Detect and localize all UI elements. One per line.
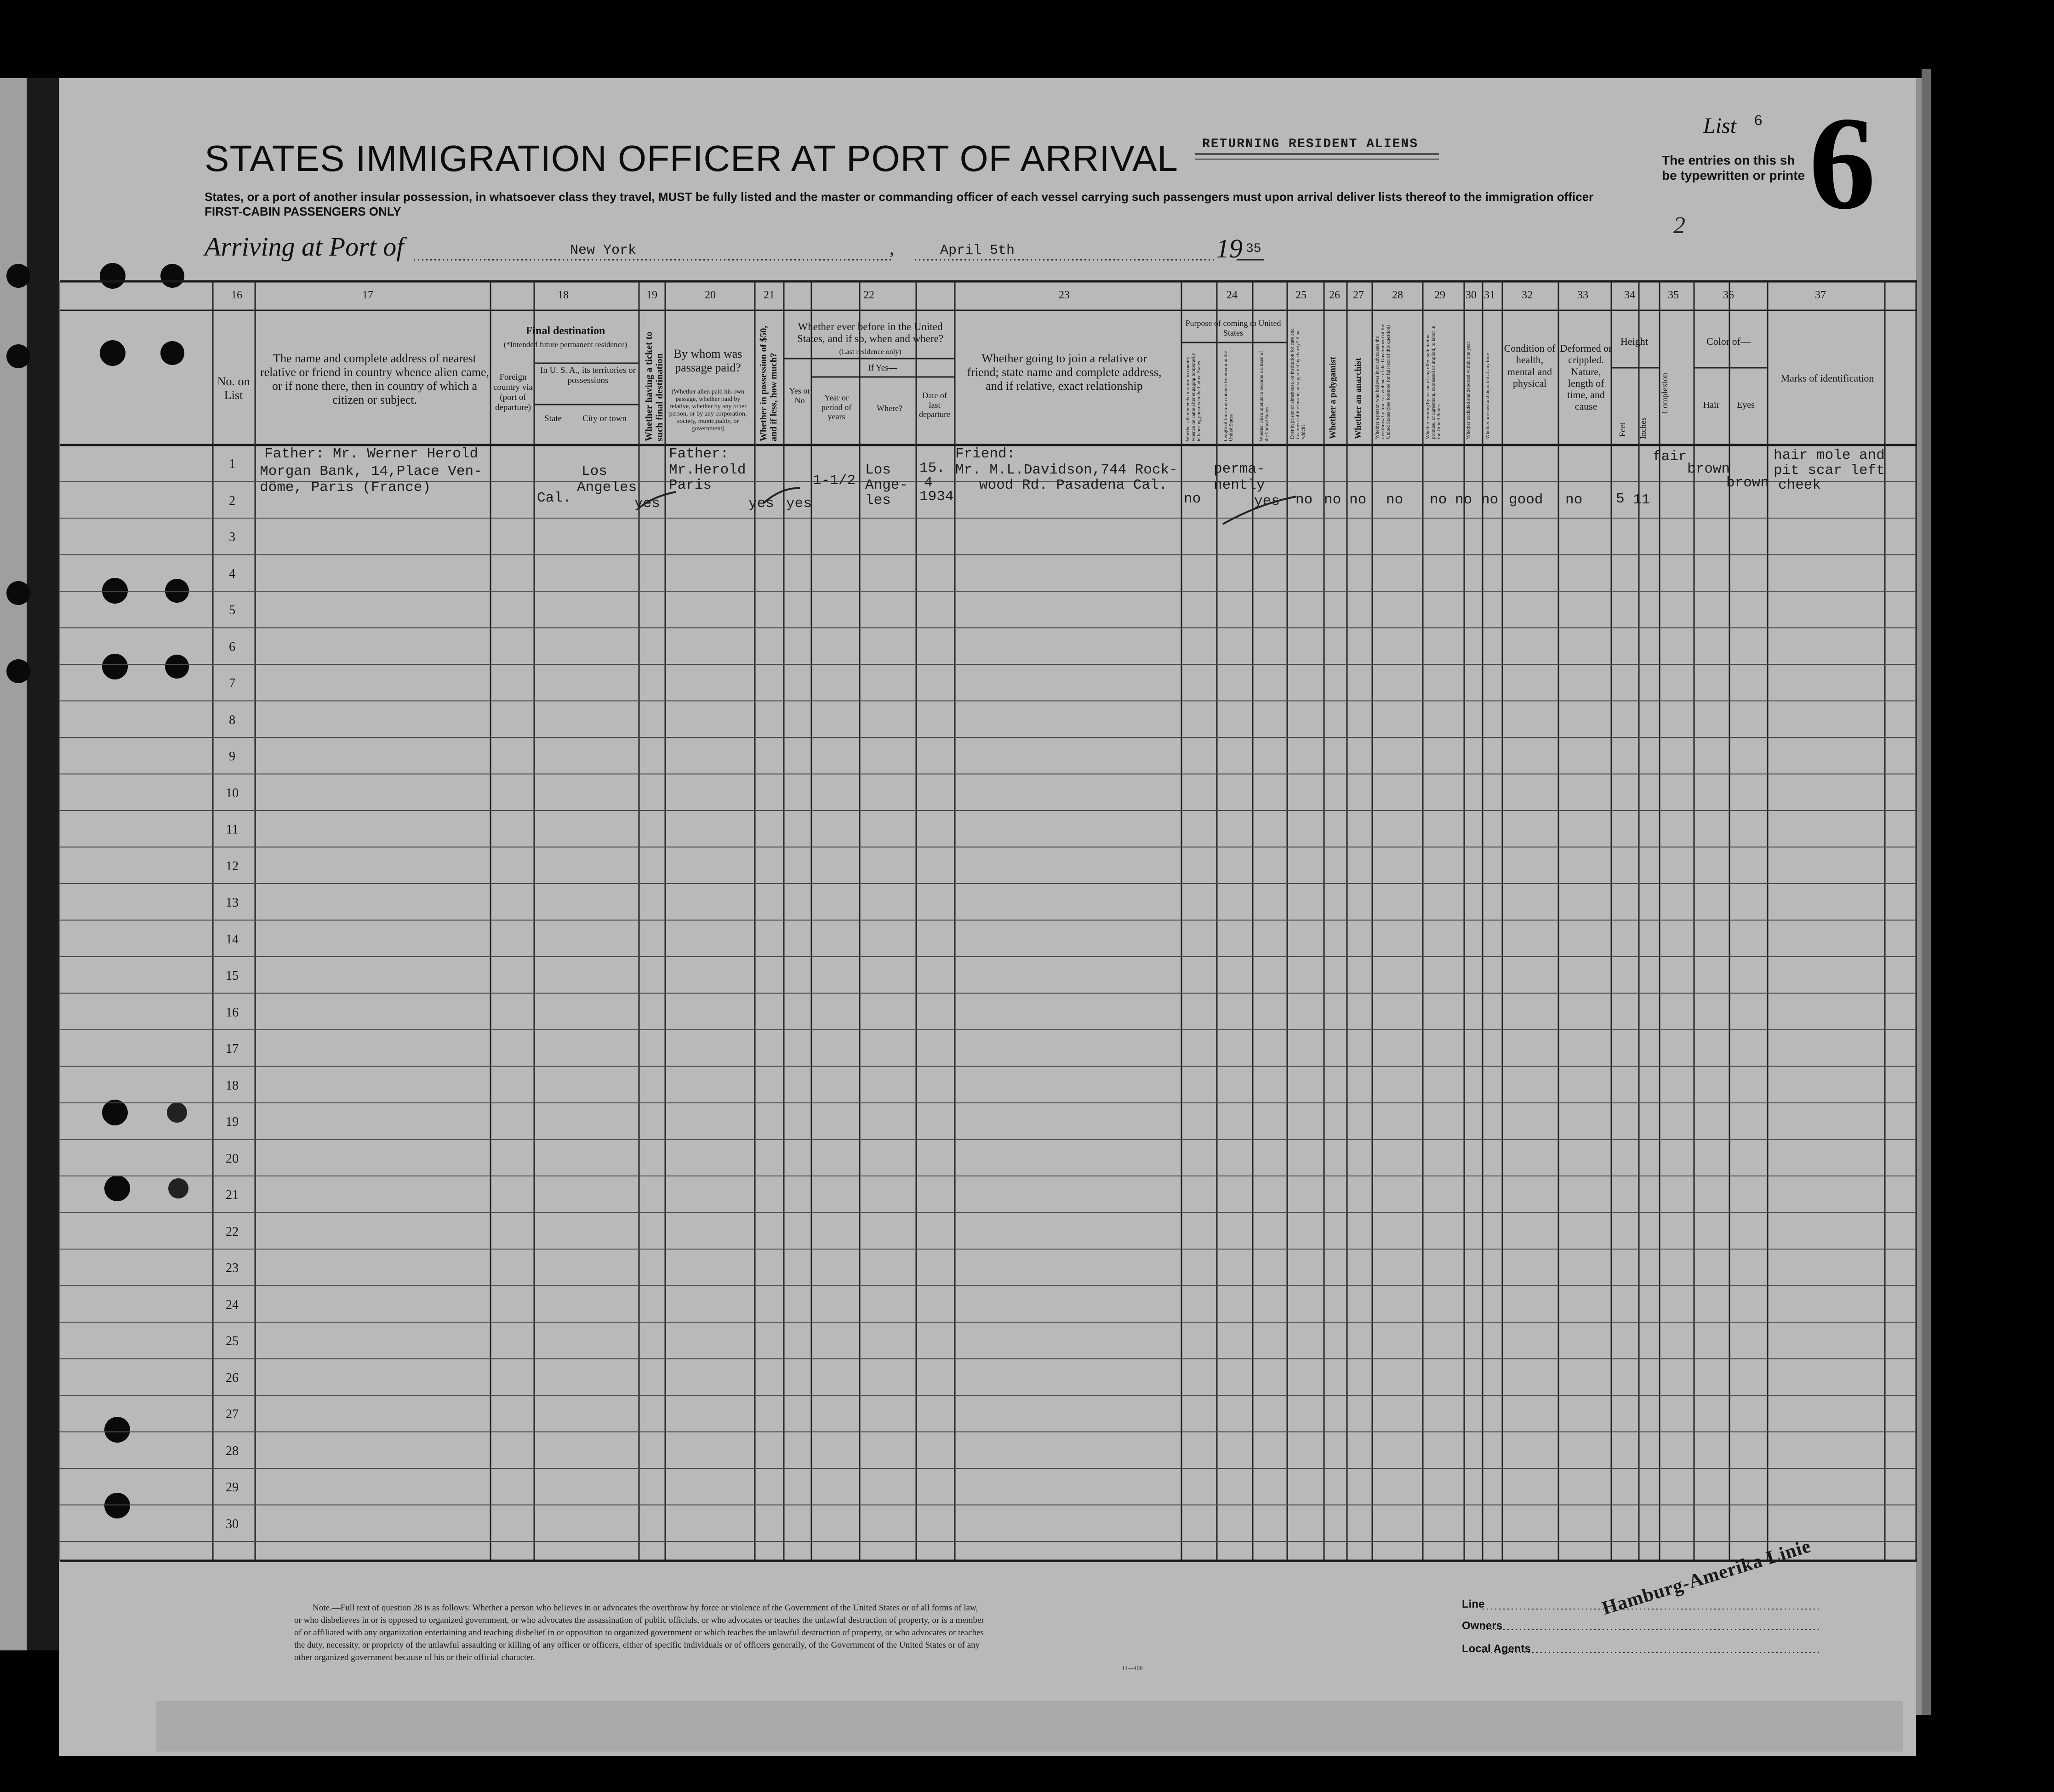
year-prefix: 19	[1216, 234, 1243, 263]
departure-line-3: 1934	[919, 489, 954, 505]
column-number: 23	[1059, 289, 1070, 301]
city-line-2: Angeles	[577, 479, 637, 496]
row-number: 8	[229, 713, 235, 727]
marks-line-3: cheek	[1778, 477, 1821, 493]
instruction-line-2: be typewritten or printe	[1662, 168, 1805, 183]
header-excluded: Whether excluded and deported within one year	[1466, 342, 1471, 439]
column-number: 16	[231, 289, 242, 301]
column-number: 20	[705, 289, 716, 301]
column-number: 22	[863, 289, 874, 301]
row-number: 18	[226, 1078, 239, 1093]
header-inches: Inches	[1638, 417, 1648, 439]
scribble: 2	[1673, 212, 1685, 239]
column-number: 18	[558, 289, 569, 301]
footnote-line-1: Note.—Full text of question 28 is as follows: Whether a person who believes in or advocates the overthrow by force or violence of the Government of the United States or of all forms of law,	[313, 1603, 978, 1613]
header-passage-paid-sub: (Whether alien paid his own passage, whether paid by relative, whether by any other person, or by any corporation, society, municipality, or government)	[669, 388, 747, 433]
header-color-of: Color of—	[1706, 336, 1751, 347]
header-height: Height	[1620, 336, 1648, 347]
column-number: 37	[1815, 289, 1826, 301]
joining-line-1: Friend:	[955, 446, 1016, 462]
column-number: 25	[1295, 289, 1307, 301]
header-polygamist: Whether a polygamist	[1328, 356, 1338, 439]
ticket-value: yes	[634, 496, 660, 512]
relative-line-3: dôme, Paris (France)	[260, 479, 431, 496]
header-ever-before: Whether ever before in the United States, and if so, when and where?	[797, 321, 944, 345]
footnote-line-5: other organized government because of his or their official character.	[294, 1653, 535, 1662]
city-line-1: Los	[582, 463, 607, 479]
anarchist-value: no	[1349, 492, 1367, 508]
header-city: City or town	[582, 414, 627, 423]
row-number: 3	[229, 530, 235, 544]
column-number: 21	[764, 289, 775, 301]
column-number: 17	[362, 289, 373, 301]
column-number: 32	[1522, 289, 1533, 301]
column-number: 36	[1723, 289, 1734, 301]
header-yes-no: Yes or No	[789, 386, 810, 405]
labor-offer-value: no	[1430, 492, 1447, 508]
paid-by-line-2: Mr.Herold	[669, 462, 746, 478]
column-number: 19	[646, 289, 657, 301]
header-where: Where?	[877, 404, 902, 413]
length-line-1: perma-	[1214, 461, 1265, 477]
row-number: 26	[226, 1370, 239, 1385]
row-number: 9	[229, 749, 235, 764]
row-number: 7	[229, 676, 235, 691]
instruction-line-1: The entries on this sh	[1662, 153, 1795, 167]
row-number: 12	[226, 859, 239, 873]
departure-line-2: 4	[924, 475, 933, 491]
header-final-destination: Final destination	[525, 325, 605, 337]
header-anarchist: Whether an anarchist	[1353, 358, 1363, 439]
row-number: 30	[226, 1517, 239, 1531]
header-marks: Marks of identification	[1780, 372, 1874, 384]
header-complexion: Complexion	[1660, 373, 1669, 414]
header-passage-paid: By whom was passage paid?	[673, 347, 742, 374]
length-line-2: nently	[1214, 477, 1265, 493]
header-final-destination-sub: (*Intended future permanent residence)	[503, 340, 628, 349]
column-number: 33	[1577, 289, 1588, 301]
header-if-yes: If Yes—	[868, 363, 897, 373]
row-number: 29	[226, 1480, 239, 1495]
arrested-value: no	[1481, 492, 1499, 508]
header-eyes: Eyes	[1737, 400, 1755, 410]
header-relative: The name and complete address of nearest relative or friend in country whence alien came, or if none there, then in country of which a citizen or subject.	[260, 352, 490, 406]
line-label: Line	[1462, 1598, 1485, 1610]
port-value: New York	[570, 243, 637, 258]
column-number: 30	[1466, 289, 1477, 301]
deformed-value: no	[1565, 492, 1583, 508]
list-label: List	[1703, 114, 1737, 138]
header-citizen: Whether alien intends to become a citizen of the United States	[1259, 351, 1270, 441]
column-number: 24	[1227, 289, 1238, 301]
year-suffix: 35	[1246, 242, 1261, 256]
excluded-value: no	[1455, 492, 1472, 508]
joining-line-2: Mr. M.L.Davidson,744 Rock-	[955, 462, 1178, 478]
row-number: 1	[229, 457, 235, 471]
comma-1: ,	[890, 238, 894, 258]
row-number: 20	[226, 1151, 239, 1166]
row-number: 6	[229, 639, 235, 654]
where-line-2: Ange-	[865, 477, 908, 493]
row-number: 25	[226, 1334, 239, 1348]
date-value: April 5th	[940, 243, 1015, 258]
header-ever-before-sub: (Last residence only)	[839, 348, 901, 356]
left-page-strip	[0, 78, 27, 1650]
row-number: 10	[226, 786, 239, 800]
header-purpose: Purpose of coming to United States	[1185, 319, 1281, 337]
column-number: 29	[1434, 289, 1445, 301]
form-code: 14—400	[1122, 1665, 1143, 1672]
has-50-value: yes	[748, 496, 774, 512]
row-number: 27	[226, 1407, 239, 1421]
marks-line-1: hair mole and	[1774, 447, 1885, 463]
list-number: 6	[1754, 113, 1763, 130]
paid-by-line-3: Paris	[669, 477, 712, 493]
header-hair: Hair	[1703, 400, 1720, 410]
column-number: 35	[1668, 289, 1679, 301]
row-number: 17	[226, 1042, 239, 1056]
header-prison: Ever in prison or almshouse, or institution for care and treatment of the insane, or supported by charity? If so, which?	[1289, 328, 1307, 439]
eyes-value: brown	[1726, 475, 1769, 491]
local-agents-label: Local Agents	[1462, 1643, 1531, 1655]
form-title: STATES IMMIGRATION OFFICER AT PORT OF ARRIVAL	[205, 138, 1178, 179]
lower-sheet-edge	[156, 1701, 1903, 1752]
footnote-line-4: the duty, necessity, or propriety of the unlawful assaulting or killing of any officer or officers, either of specific individuals or of officers generally, of the Government of the United States or of any	[294, 1640, 980, 1650]
departure-line-1: 15.	[919, 460, 945, 476]
height-feet-value: 5	[1616, 491, 1625, 507]
row-number: 28	[226, 1444, 239, 1458]
hamburg-amerika-stamp: Hamburg-Amerika Linie	[1599, 1535, 1814, 1620]
footnote-line-2: or who disbelieves in or is opposed to organized government, or who advocates the assassination of public officials, or who advocates or teaches the unlawful destruction of property, or is a member	[294, 1615, 984, 1625]
header-has-50: Whether in possession of $50, and if less, how much?	[759, 325, 779, 441]
right-edge	[1916, 78, 1922, 1715]
row-number: 5	[229, 603, 235, 617]
relative-line-1: Father: Mr. Werner Herold	[264, 446, 479, 462]
header-return-intent: Whether alien intends to return to country whence he came after engaging temporarily in laboring pursuits in the United States	[1185, 353, 1202, 441]
header-length-of-stay: Length of time alien intends to remain in the United States	[1223, 351, 1234, 441]
row-number: 21	[226, 1188, 239, 1202]
return-intent-value: no	[1184, 491, 1201, 507]
joining-line-3: wood Rd. Pasadena Cal.	[979, 477, 1168, 493]
marks-line-2: pit scar left	[1774, 462, 1885, 479]
complexion-value: fair	[1653, 449, 1687, 465]
row-number: 4	[229, 566, 235, 581]
state-value: Cal.	[537, 490, 571, 506]
row-number: 13	[226, 896, 239, 910]
row-number: 22	[226, 1224, 239, 1239]
where-line-1: Los	[865, 462, 891, 478]
footnote-line-3: of or affiliated with any organization entertaining and teaching disbelief in or opposition to organized government or which teaches the unlawful destruction of property, or who advocates or teaches	[294, 1628, 984, 1638]
large-list-number: 6	[1809, 89, 1876, 237]
header-departure: Date of last departure	[919, 391, 950, 419]
column-number: 26	[1329, 289, 1340, 301]
citizen-value: yes	[1254, 493, 1280, 509]
header-labor-offer: Whether coming by reason of any offer, solicitation, promise, or agreement, expressed or implied, to labor in the United States	[1425, 325, 1442, 439]
header-deformed: Deformed or crippled. Nature, length of time, and cause	[1560, 342, 1612, 412]
subtitle-line-2: FIRST-CABIN PASSENGERS ONLY	[205, 205, 401, 218]
header-arrested: Whether arrested and deported at any time	[1485, 353, 1490, 439]
row-number: 19	[226, 1115, 239, 1129]
row-number: 15	[226, 969, 239, 983]
header-health: Condition of health, mental and physical	[1504, 342, 1556, 389]
header-no-on-list: No. on List	[217, 375, 250, 402]
column-number: 34	[1624, 289, 1635, 301]
binding-gutter	[27, 78, 59, 1650]
header-years: Year or period of years	[821, 393, 852, 422]
subtitle-line-1: States, or a port of another insular possession, in whatsoever class they travel, MUST be fully listed and the master or commanding officer of each vessel carrying such passengers must upon arrival deliver lists thereof to the immigration officer	[205, 190, 1594, 204]
relative-line-2: Morgan Bank, 14,Place Ven-	[260, 463, 482, 479]
polygamist-value: no	[1324, 492, 1341, 508]
returning-resident-stamp: RETURNING RESIDENT ALIENS	[1202, 137, 1419, 151]
row-number: 14	[226, 932, 239, 947]
prison-value: no	[1295, 492, 1313, 508]
column-number: 31	[1484, 289, 1495, 301]
header-feet: Feet	[1618, 422, 1627, 437]
where-line-3: les	[865, 492, 891, 508]
height-inches-value: 11	[1633, 492, 1650, 508]
overthrow-value: no	[1386, 492, 1404, 508]
owners-label: Owners	[1462, 1620, 1503, 1632]
row-number: 11	[226, 822, 239, 837]
health-value: good	[1509, 492, 1543, 508]
header-joining: Whether going to join a relative or friend; state name and complete address, and if relative, exact relationship	[967, 352, 1162, 393]
header-foreign-country: Foreign country via (port of departure)	[493, 372, 533, 412]
arriving-label: Arriving at Port of	[205, 232, 404, 262]
row-number: 23	[226, 1261, 239, 1275]
column-number: 28	[1392, 289, 1403, 301]
header-overthrow: Whether a person who believes in or advocates the overthrow by force or violence of the Government of the United States (See footnote for full text of this question)	[1375, 324, 1392, 439]
header-ticket: Whether having a ticket to such final destination	[643, 331, 665, 441]
ever-before-value: yes	[786, 496, 812, 512]
header-in-usa: In U. S. A., its territories or possessions	[540, 365, 636, 385]
hair-value: brown	[1687, 461, 1730, 477]
row-number: 24	[226, 1297, 239, 1312]
column-number: 27	[1353, 289, 1364, 301]
paid-by-line-1: Father:	[669, 446, 729, 462]
row-number: 16	[226, 1005, 239, 1020]
header-state: State	[544, 414, 562, 423]
row-number: 2	[229, 493, 235, 508]
years-value: 1-1/2	[813, 473, 856, 489]
